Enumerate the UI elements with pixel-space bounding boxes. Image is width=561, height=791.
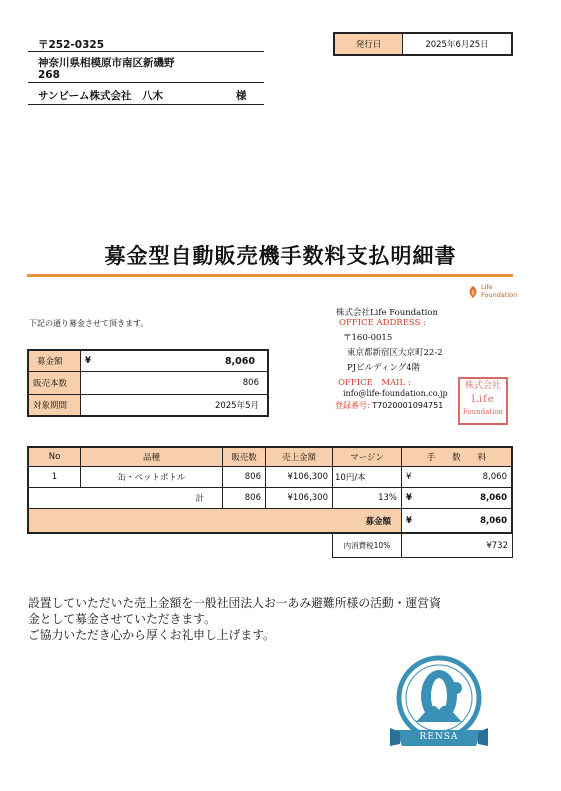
row-qty: 806 <box>222 466 266 488</box>
message-line-3: ご協力いただき心から厚くお礼申し上げます。 <box>28 628 275 642</box>
recipient-address-1: 神奈川県相模原市南区新磯野 <box>38 57 175 69</box>
currency-symbol: ¥ <box>85 356 91 366</box>
issuer-postal: 〒160-0015 <box>343 333 393 343</box>
issuer-address-1: 東京都新宿区大京町22-2 <box>347 348 443 358</box>
message-line-1: 設置していただいた売上金額を一般社団法人お一あみ避難所様の活動・運営資 <box>28 596 441 610</box>
summary-value-amount <box>80 349 269 372</box>
company-seal <box>458 377 508 425</box>
issuer-email: info@life-foundation.co.jp <box>343 389 448 398</box>
issue-date: 2025年6月25日 <box>402 32 513 56</box>
emblem-ribbon-text: RENSA <box>419 732 459 742</box>
row-no: 1 <box>27 466 81 488</box>
header-qty: 販売数 <box>222 446 266 467</box>
recipient-honorific: 様 <box>236 90 247 102</box>
logo-text-2: Foundation <box>481 291 518 299</box>
issuer-office-label: OFFICE ADDRESS : <box>339 318 426 328</box>
row-fee-value: 8,060 <box>482 472 507 482</box>
summary-label-amount: 募金額 <box>27 349 81 372</box>
row-sales: ¥106,300 <box>265 466 333 488</box>
total-fee <box>401 508 513 534</box>
subtotal-fee-value: 8,060 <box>480 493 507 503</box>
header-fee: 手 数 料 <box>401 446 513 467</box>
seal-text-2: Life <box>471 394 495 405</box>
divider <box>28 82 264 83</box>
tax-label: 内消費税10% <box>332 534 402 558</box>
recipient-company: サンビーム株式会社 八木 <box>38 90 164 102</box>
summary-label-period: 対象期間 <box>27 394 81 417</box>
message-line-2: 金として募金させていただきます。 <box>28 612 216 626</box>
intro-text: 下記の通り募金させて頂きます。 <box>29 319 149 328</box>
rensa-emblem <box>386 652 492 760</box>
row-margin: 10円/本 <box>332 466 402 488</box>
subtotal-margin: 13% <box>332 487 402 509</box>
summary-value-units: 806 <box>80 371 269 395</box>
header-no: No <box>27 446 81 467</box>
seal-text-1: 株式会社 <box>464 381 501 391</box>
seal-text-3: Foundation <box>462 408 504 416</box>
currency-symbol: ¥ <box>406 493 412 503</box>
total-label: 募金額 <box>27 508 402 534</box>
recipient-postal: 〒252-0325 <box>38 39 104 51</box>
subtotal-fee <box>401 487 513 509</box>
title-underline <box>27 274 513 277</box>
life-foundation-logo <box>467 283 517 301</box>
currency-symbol: ¥ <box>406 472 412 482</box>
summary-label-units: 販売本数 <box>27 371 81 395</box>
issuer-registration <box>335 400 443 411</box>
issuer-address-2: PJビルディング4階 <box>347 363 421 373</box>
divider <box>28 104 264 105</box>
donation-amount: 8,060 <box>224 355 255 367</box>
row-item: 缶・ペットボトル <box>80 466 223 488</box>
subtotal-label: 計 <box>27 487 223 509</box>
divider <box>28 51 264 52</box>
page-title: 募金型自動販売機手数料支払明細書 <box>104 244 457 268</box>
total-fee-value: 8,060 <box>480 515 507 526</box>
tax-value: ¥732 <box>401 534 513 558</box>
issuer-mail-label: OFFICE MAIL : <box>338 378 411 388</box>
header-margin: マージン <box>332 446 402 467</box>
header-item: 品種 <box>80 446 223 467</box>
currency-symbol: ¥ <box>406 515 412 526</box>
recipient-address-2: 268 <box>38 69 60 81</box>
issuer-company: 株式会社Life Foundation <box>336 308 438 318</box>
logo-text-1: Life <box>481 283 493 291</box>
subtotal-sales: ¥106,300 <box>265 487 333 509</box>
header-sales: 売上金額 <box>265 446 333 467</box>
summary-value-period: 2025年5月 <box>80 394 269 417</box>
registration-number: T7020001094751 <box>372 401 444 410</box>
issue-date-label: 発行日 <box>333 32 403 56</box>
registration-label: 登録番号: <box>335 401 370 410</box>
row-fee <box>401 466 513 488</box>
subtotal-qty: 806 <box>222 487 266 509</box>
